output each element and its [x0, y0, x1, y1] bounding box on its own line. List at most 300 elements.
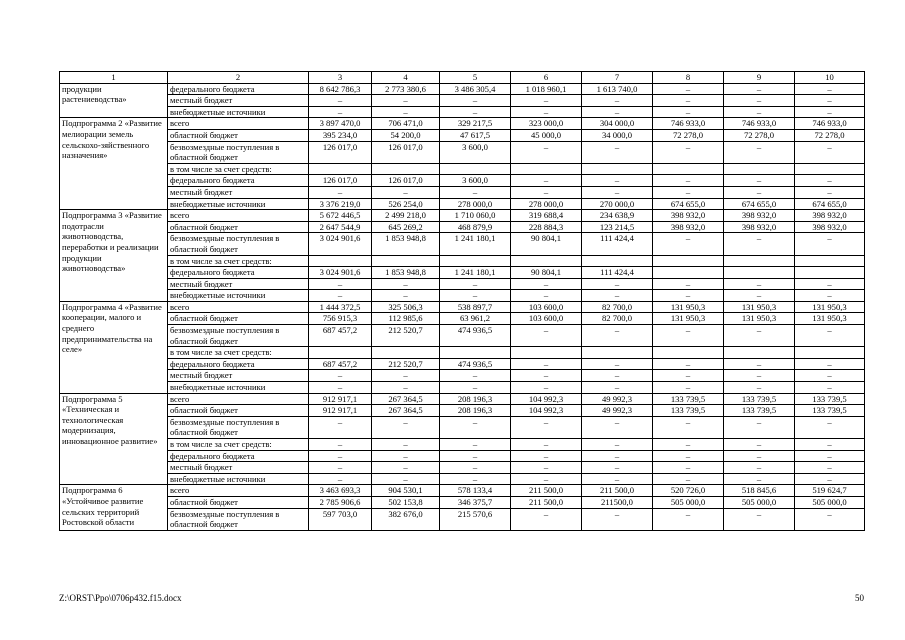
amount-cell: 82 700,0 [582, 301, 653, 313]
amount-cell: 323 000,0 [511, 118, 582, 130]
amount-cell: – [653, 83, 724, 95]
amount-cell: 72 278,0 [724, 129, 795, 141]
amount-cell: – [582, 95, 653, 107]
amount-cell [653, 267, 724, 279]
amount-cell: – [653, 450, 724, 462]
amount-cell: 2 499 218,0 [372, 210, 440, 222]
amount-cell: 395 234,0 [309, 129, 372, 141]
amount-cell: – [511, 370, 582, 382]
table-row [60, 496, 865, 508]
amount-cell [511, 255, 582, 267]
amount-cell: 34 000,0 [582, 129, 653, 141]
amount-cell [582, 255, 653, 267]
funding-source-label: местный бюджет [168, 186, 309, 198]
table-row [60, 95, 865, 107]
amount-cell: – [795, 83, 865, 95]
amount-cell: – [582, 290, 653, 302]
amount-cell: 706 471,0 [372, 118, 440, 130]
amount-cell: – [724, 106, 795, 118]
amount-cell: 133 739,5 [653, 393, 724, 405]
funding-source-label: всего [168, 210, 309, 222]
amount-cell: – [653, 95, 724, 107]
amount-cell: 54 200,0 [372, 129, 440, 141]
amount-cell: 211 500,0 [511, 496, 582, 508]
amount-cell: 278 000,0 [440, 198, 511, 210]
amount-cell: 474 936,5 [440, 358, 511, 370]
amount-cell: 208 196,3 [440, 405, 511, 417]
amount-cell: 111 424,4 [582, 267, 653, 279]
table-row [60, 405, 865, 417]
program-name: продукции растениеводства» [60, 83, 168, 118]
amount-cell: – [724, 290, 795, 302]
amount-cell [309, 255, 372, 267]
amount-cell: – [724, 382, 795, 394]
funding-source-label: внебюджетные источники [168, 473, 309, 485]
amount-cell: – [582, 508, 653, 530]
amount-cell: – [724, 175, 795, 187]
amount-cell: – [440, 382, 511, 394]
amount-cell: – [309, 473, 372, 485]
amount-cell [372, 255, 440, 267]
amount-cell: – [795, 358, 865, 370]
table-row [60, 255, 865, 267]
amount-cell: – [511, 186, 582, 198]
amount-cell: 3 463 693,3 [309, 485, 372, 497]
funding-source-label: внебюджетные источники [168, 198, 309, 210]
amount-cell: – [795, 278, 865, 290]
amount-cell: – [309, 450, 372, 462]
amount-cell: – [795, 106, 865, 118]
funding-source-label: внебюджетные источники [168, 290, 309, 302]
amount-cell: 131 950,3 [795, 301, 865, 313]
amount-cell: 45 000,0 [511, 129, 582, 141]
amount-cell: 1 444 372,5 [309, 301, 372, 313]
table-row [60, 439, 865, 451]
amount-cell: – [582, 439, 653, 451]
amount-cell: – [511, 382, 582, 394]
amount-cell [511, 163, 582, 175]
amount-cell: 131 950,3 [795, 313, 865, 325]
amount-cell: 674 655,0 [724, 198, 795, 210]
amount-cell: – [440, 450, 511, 462]
table-row [60, 462, 865, 474]
budget-table-sheet [59, 71, 864, 531]
column-number: 8 [653, 72, 724, 84]
amount-cell: 505 000,0 [653, 496, 724, 508]
funding-source-label: безвозмездные поступления в областной бюджет [168, 141, 309, 163]
amount-cell: – [372, 106, 440, 118]
amount-cell: 131 950,3 [724, 313, 795, 325]
amount-cell: 211 500,0 [582, 485, 653, 497]
amount-cell: 505 000,0 [724, 496, 795, 508]
funding-source-label: областной бюджет [168, 129, 309, 141]
column-number: 4 [372, 72, 440, 84]
amount-cell: – [309, 186, 372, 198]
amount-cell [372, 347, 440, 359]
amount-cell: 126 017,0 [309, 141, 372, 163]
amount-cell: – [440, 95, 511, 107]
amount-cell: 5 672 446,5 [309, 210, 372, 222]
amount-cell: – [795, 450, 865, 462]
amount-cell: 329 217,5 [440, 118, 511, 130]
amount-cell: 72 278,0 [795, 129, 865, 141]
amount-cell: – [309, 462, 372, 474]
amount-cell: – [440, 186, 511, 198]
amount-cell: – [511, 278, 582, 290]
column-number: 6 [511, 72, 582, 84]
amount-cell: – [582, 370, 653, 382]
amount-cell: – [440, 439, 511, 451]
amount-cell [724, 267, 795, 279]
amount-cell: – [653, 370, 724, 382]
amount-cell: – [724, 83, 795, 95]
amount-cell: 104 992,3 [511, 405, 582, 417]
funding-source-label: местный бюджет [168, 462, 309, 474]
amount-cell: 2 785 906,6 [309, 496, 372, 508]
table-row [60, 278, 865, 290]
amount-cell: 304 000,0 [582, 118, 653, 130]
amount-cell: 502 153,8 [372, 496, 440, 508]
amount-cell: – [582, 278, 653, 290]
funding-source-label: федерального бюджета [168, 83, 309, 95]
funding-source-label: федерального бюджета [168, 358, 309, 370]
amount-cell [795, 255, 865, 267]
table-row [60, 393, 865, 405]
program-name: Подпрограмма 2 «Развитие мелиорации земель сельскохо-зяйственного назначения» [60, 118, 168, 210]
amount-cell: – [653, 175, 724, 187]
amount-cell: – [653, 141, 724, 163]
amount-cell: – [309, 416, 372, 438]
amount-cell: – [372, 95, 440, 107]
amount-cell: 674 655,0 [795, 198, 865, 210]
amount-cell: – [724, 233, 795, 255]
funding-source-label: безвозмездные поступления в областной бюджет [168, 233, 309, 255]
amount-cell: – [372, 439, 440, 451]
amount-cell: 208 196,3 [440, 393, 511, 405]
amount-cell: – [724, 278, 795, 290]
amount-cell: – [582, 450, 653, 462]
table-row [60, 325, 865, 347]
table-row [60, 141, 865, 163]
amount-cell: – [511, 106, 582, 118]
amount-cell: 112 985,6 [372, 313, 440, 325]
amount-cell: – [724, 141, 795, 163]
amount-cell: 126 017,0 [372, 175, 440, 187]
funding-source-label: областной бюджет [168, 221, 309, 233]
amount-cell: – [795, 370, 865, 382]
column-number: 9 [724, 72, 795, 84]
funding-source-label: в том числе за счет средств: [168, 163, 309, 175]
amount-cell: 319 688,4 [511, 210, 582, 222]
amount-cell: 3 024 901,6 [309, 267, 372, 279]
amount-cell: 123 214,5 [582, 221, 653, 233]
amount-cell: – [795, 462, 865, 474]
table-row [60, 186, 865, 198]
funding-source-label: всего [168, 393, 309, 405]
amount-cell: 398 932,0 [653, 210, 724, 222]
table-row [60, 370, 865, 382]
amount-cell: – [309, 95, 372, 107]
amount-cell: 519 624,7 [795, 485, 865, 497]
amount-cell: – [372, 450, 440, 462]
amount-cell [795, 347, 865, 359]
amount-cell: 215 570,6 [440, 508, 511, 530]
amount-cell: 597 703,0 [309, 508, 372, 530]
amount-cell: – [653, 508, 724, 530]
amount-cell: 104 992,3 [511, 393, 582, 405]
amount-cell [440, 347, 511, 359]
amount-cell: – [653, 186, 724, 198]
amount-cell [440, 255, 511, 267]
amount-cell: – [372, 416, 440, 438]
amount-cell: 912 917,1 [309, 393, 372, 405]
amount-cell: – [653, 233, 724, 255]
amount-cell: – [724, 370, 795, 382]
amount-cell: – [653, 358, 724, 370]
amount-cell [724, 347, 795, 359]
amount-cell: – [440, 462, 511, 474]
amount-cell: 133 739,5 [653, 405, 724, 417]
table-row [60, 175, 865, 187]
amount-cell: – [440, 473, 511, 485]
amount-cell: 526 254,0 [372, 198, 440, 210]
amount-cell: – [511, 175, 582, 187]
amount-cell: – [724, 462, 795, 474]
amount-cell: – [653, 325, 724, 347]
amount-cell: – [309, 370, 372, 382]
funding-source-label: местный бюджет [168, 370, 309, 382]
program-name: Подпрограмма 5 «Техническая и технологическая модернизация, инновационное развитие» [60, 393, 168, 485]
amount-cell: – [653, 462, 724, 474]
amount-cell: 1 853 948,8 [372, 233, 440, 255]
table-row [60, 106, 865, 118]
table-row [60, 210, 865, 222]
amount-cell: 398 932,0 [724, 210, 795, 222]
amount-cell: 131 950,3 [653, 301, 724, 313]
amount-cell: 270 000,0 [582, 198, 653, 210]
amount-cell: – [653, 290, 724, 302]
amount-cell: 912 917,1 [309, 405, 372, 417]
amount-cell: – [511, 416, 582, 438]
amount-cell: – [724, 325, 795, 347]
amount-cell: 538 897,7 [440, 301, 511, 313]
amount-cell: 278 000,0 [511, 198, 582, 210]
table-row [60, 382, 865, 394]
amount-cell: 49 992,3 [582, 393, 653, 405]
amount-cell: 103 600,0 [511, 301, 582, 313]
amount-cell: 746 933,0 [653, 118, 724, 130]
amount-cell: 468 879,9 [440, 221, 511, 233]
amount-cell: – [372, 462, 440, 474]
funding-source-label: федерального бюджета [168, 450, 309, 462]
amount-cell: – [372, 370, 440, 382]
amount-cell: 47 617,5 [440, 129, 511, 141]
amount-cell: 746 933,0 [724, 118, 795, 130]
table-row [60, 358, 865, 370]
amount-cell: 382 676,0 [372, 508, 440, 530]
funding-source-label: в том числе за счет средств: [168, 255, 309, 267]
table-row [60, 347, 865, 359]
amount-cell: – [582, 186, 653, 198]
funding-source-label: местный бюджет [168, 95, 309, 107]
amount-cell: 746 933,0 [795, 118, 865, 130]
amount-cell: – [372, 278, 440, 290]
amount-cell: – [440, 290, 511, 302]
funding-source-label: федерального бюджета [168, 267, 309, 279]
amount-cell: – [511, 450, 582, 462]
amount-cell: 474 936,5 [440, 325, 511, 347]
amount-cell: 82 700,0 [582, 313, 653, 325]
funding-source-label: областной бюджет [168, 405, 309, 417]
amount-cell: – [511, 439, 582, 451]
amount-cell: – [582, 106, 653, 118]
amount-cell: 126 017,0 [372, 141, 440, 163]
amount-cell [795, 267, 865, 279]
amount-cell: – [724, 473, 795, 485]
program-name: Подпрограмма 3 «Развитие подотрасли животноводства, переработки и реализации продукции животноводства» [60, 210, 168, 302]
amount-cell: – [582, 382, 653, 394]
amount-cell: 212 520,7 [372, 325, 440, 347]
amount-cell: 131 950,3 [653, 313, 724, 325]
amount-cell: 3 897 470,0 [309, 118, 372, 130]
funding-source-label: внебюджетные источники [168, 106, 309, 118]
table-row [60, 221, 865, 233]
amount-cell: – [724, 95, 795, 107]
table-row [60, 267, 865, 279]
funding-source-label: областной бюджет [168, 496, 309, 508]
amount-cell: – [582, 325, 653, 347]
amount-cell: – [653, 278, 724, 290]
amount-cell: 49 992,3 [582, 405, 653, 417]
amount-cell: 103 600,0 [511, 313, 582, 325]
table-row [60, 450, 865, 462]
amount-cell: 90 804,1 [511, 233, 582, 255]
amount-cell: 1 853 948,8 [372, 267, 440, 279]
amount-cell: 267 364,5 [372, 393, 440, 405]
amount-cell: 211 500,0 [511, 485, 582, 497]
amount-cell: – [724, 450, 795, 462]
amount-cell: – [511, 508, 582, 530]
column-number: 1 [60, 72, 168, 84]
amount-cell: – [372, 186, 440, 198]
amount-cell: 674 655,0 [653, 198, 724, 210]
amount-cell [582, 347, 653, 359]
amount-cell: – [582, 473, 653, 485]
amount-cell: – [795, 141, 865, 163]
amount-cell: 3 024 901,6 [309, 233, 372, 255]
amount-cell: – [795, 416, 865, 438]
amount-cell: – [372, 290, 440, 302]
table-row [60, 508, 865, 530]
amount-cell [653, 347, 724, 359]
program-name: Подпрограмма 4 «Развитие кооперации, малого и среднего предпринимательства на селе» [60, 301, 168, 393]
amount-cell [653, 255, 724, 267]
amount-cell: – [582, 358, 653, 370]
table-row [60, 290, 865, 302]
amount-cell [653, 163, 724, 175]
amount-cell: 1 241 180,1 [440, 267, 511, 279]
table-row [60, 163, 865, 175]
amount-cell: 133 739,5 [795, 405, 865, 417]
amount-cell [372, 163, 440, 175]
amount-cell: – [795, 508, 865, 530]
amount-cell: 756 915,3 [309, 313, 372, 325]
document-path: Z:\ORST\Ppo\0706p432.f15.docx [59, 593, 182, 603]
amount-cell: 3 486 305,4 [440, 83, 511, 95]
amount-cell: – [372, 473, 440, 485]
funding-source-label: безвозмездные поступления в областной бюджет [168, 325, 309, 347]
amount-cell [582, 163, 653, 175]
amount-cell: – [795, 473, 865, 485]
amount-cell: 72 278,0 [653, 129, 724, 141]
amount-cell: 133 739,5 [724, 405, 795, 417]
amount-cell: 228 884,3 [511, 221, 582, 233]
amount-cell: – [653, 439, 724, 451]
amount-cell: 126 017,0 [309, 175, 372, 187]
table-row [60, 313, 865, 325]
funding-source-label: всего [168, 118, 309, 130]
budget-table [59, 71, 865, 531]
amount-cell: – [795, 95, 865, 107]
amount-cell: 398 932,0 [795, 210, 865, 222]
amount-cell: – [511, 141, 582, 163]
amount-cell: – [511, 95, 582, 107]
amount-cell: 63 961,2 [440, 313, 511, 325]
amount-cell: – [372, 382, 440, 394]
amount-cell: 1 018 960,1 [511, 83, 582, 95]
funding-source-label: местный бюджет [168, 278, 309, 290]
amount-cell: – [795, 233, 865, 255]
amount-cell: 1 241 180,1 [440, 233, 511, 255]
amount-cell: – [724, 508, 795, 530]
funding-source-label: внебюджетные источники [168, 382, 309, 394]
column-number: 7 [582, 72, 653, 84]
column-number: 2 [168, 72, 309, 84]
page-number: 50 [855, 593, 864, 603]
table-row [60, 198, 865, 210]
amount-cell: – [795, 439, 865, 451]
amount-cell: – [440, 416, 511, 438]
table-row [60, 118, 865, 130]
amount-cell: 518 845,6 [724, 485, 795, 497]
funding-source-label: безвозмездные поступления в областной бюджет [168, 416, 309, 438]
funding-source-label: федерального бюджета [168, 175, 309, 187]
amount-cell: – [511, 290, 582, 302]
amount-cell: 3 376 219,0 [309, 198, 372, 210]
amount-cell: – [795, 325, 865, 347]
amount-cell [309, 163, 372, 175]
amount-cell: – [440, 278, 511, 290]
column-number: 10 [795, 72, 865, 84]
amount-cell: – [795, 175, 865, 187]
funding-source-label: безвозмездные поступления в областной бюджет [168, 508, 309, 530]
column-number: 5 [440, 72, 511, 84]
amount-cell: 2 773 380,6 [372, 83, 440, 95]
amount-cell: 234 638,9 [582, 210, 653, 222]
amount-cell: – [724, 358, 795, 370]
amount-cell: – [582, 462, 653, 474]
funding-source-label: областной бюджет [168, 313, 309, 325]
amount-cell: 398 932,0 [795, 221, 865, 233]
table-row [60, 416, 865, 438]
amount-cell: 687 457,2 [309, 325, 372, 347]
funding-source-label: в том числе за счет средств: [168, 439, 309, 451]
amount-cell: – [309, 439, 372, 451]
amount-cell: – [795, 186, 865, 198]
amount-cell: 133 739,5 [724, 393, 795, 405]
amount-cell: 8 642 786,3 [309, 83, 372, 95]
amount-cell [724, 163, 795, 175]
